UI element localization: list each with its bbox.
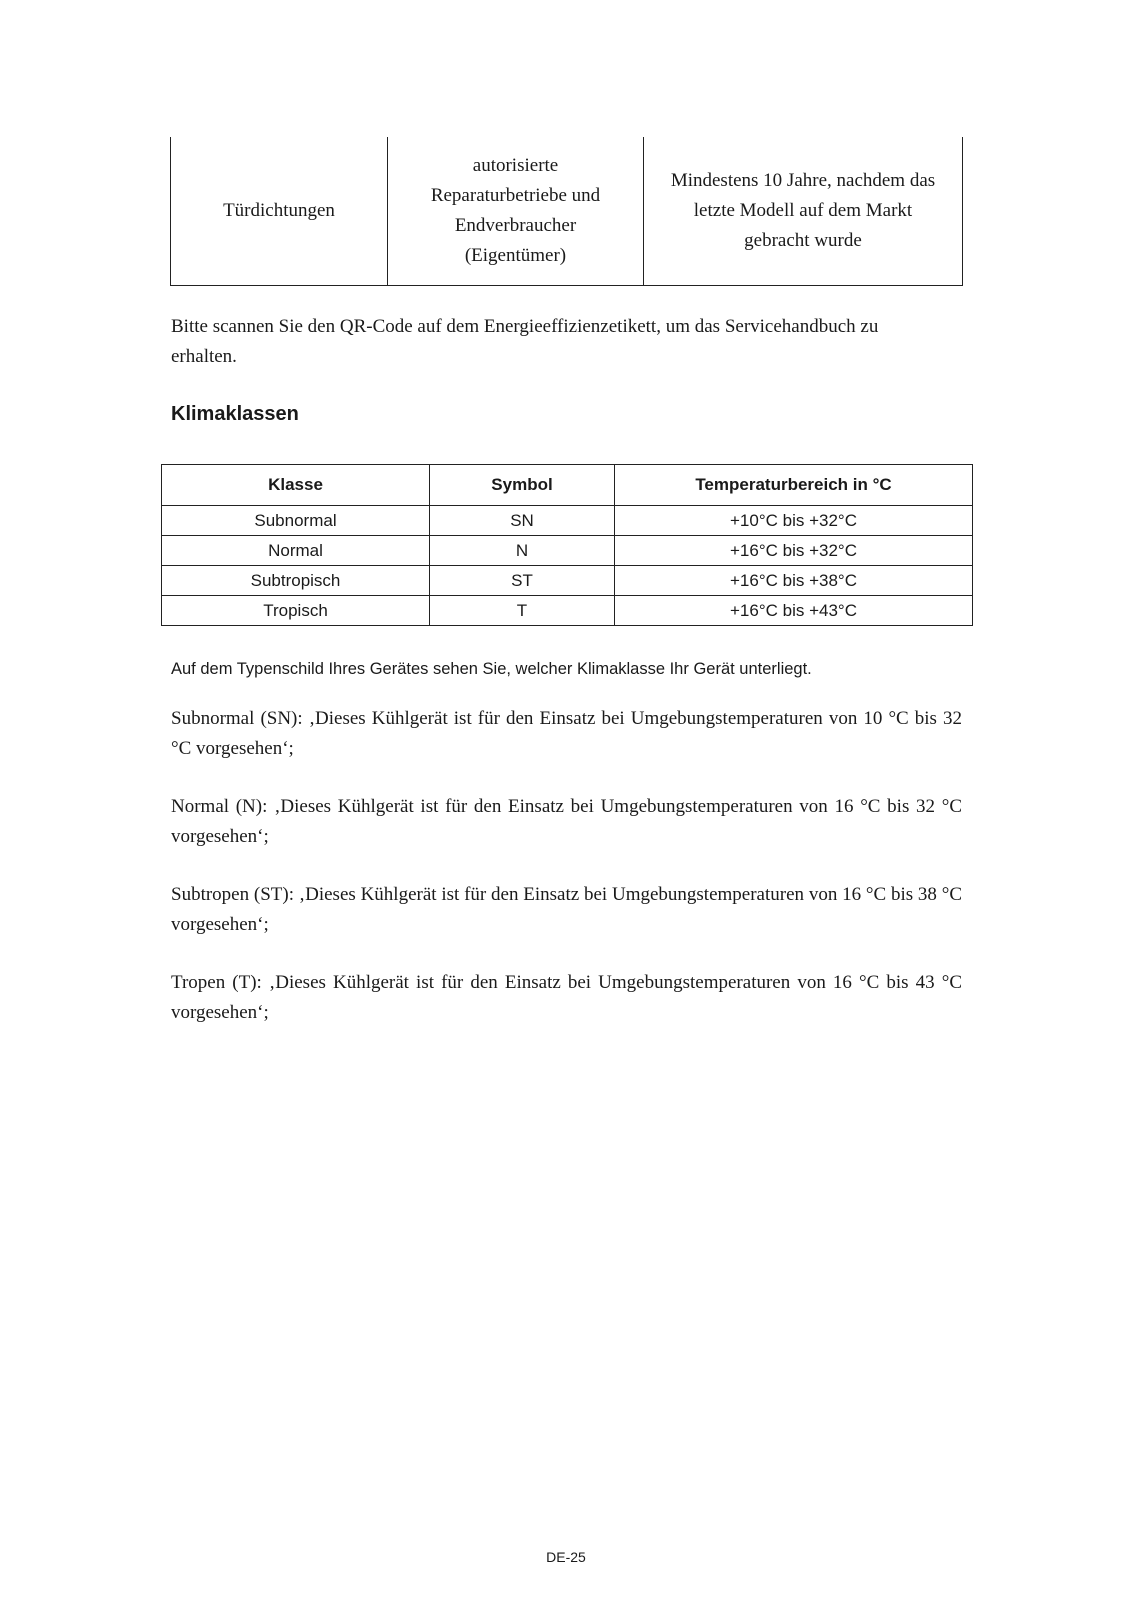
duration-line: letzte Modell auf dem Markt — [693, 200, 913, 221]
section-heading: Klimaklassen — [171, 403, 299, 425]
climate-description-st: Subtropen (ST): ‚Dieses Kühlgerät ist für den Einsatz bei Umgebungstemperaturen von 16 °C bis 38 °C vorgesehen‘; — [171, 884, 962, 935]
temperature-cell: +16°C bis +43°C — [615, 596, 973, 626]
column-header-temperature: Temperaturbereich in °C — [615, 465, 973, 506]
symbol-cell: SN — [430, 506, 615, 536]
symbol-cell: ST — [430, 566, 615, 596]
table-row — [162, 536, 973, 566]
symbol-cell: T — [430, 596, 615, 626]
page-number: DE-25 — [546, 1549, 586, 1565]
availability-line: Endverbraucher — [454, 215, 577, 236]
availability-line: Reparaturbetriebe und — [430, 185, 601, 206]
temperature-cell: +16°C bis +38°C — [615, 566, 973, 596]
part-name-cell — [171, 137, 388, 286]
spare-parts-table — [170, 137, 963, 286]
table-row — [162, 566, 973, 596]
column-header-klasse: Klasse — [162, 465, 430, 506]
climate-class-table — [161, 464, 973, 626]
availability-line: autorisierte — [472, 155, 559, 176]
duration-line: Mindestens 10 Jahre, nachdem das — [670, 170, 936, 191]
class-cell: Subtropisch — [162, 566, 430, 596]
temperature-cell: +10°C bis +32°C — [615, 506, 973, 536]
typenschild-note: Auf dem Typenschild Ihres Gerätes sehen Sie, welcher Klimaklasse Ihr Gerät unterliegt. — [171, 660, 812, 678]
class-cell: Subnormal — [162, 506, 430, 536]
climate-description-n: Normal (N): ‚Dieses Kühlgerät ist für den Einsatz bei Umgebungstemperaturen von 16 °C bis 32 °C vorgesehen‘; — [171, 796, 962, 847]
availability-line: (Eigentümer) — [464, 245, 567, 266]
class-cell: Normal — [162, 536, 430, 566]
climate-description-sn: Subnormal (SN): ‚Dieses Kühlgerät ist für den Einsatz bei Umgebungstemperaturen von 10 °C bis 32 °C vorgesehen‘; — [171, 708, 962, 759]
qr-note-line: erhalten. — [171, 346, 237, 367]
qr-note-line: Bitte scannen Sie den QR-Code auf dem Energieeffizienzetikett, um das Servicehandbuch zu — [171, 316, 879, 337]
part-name: Türdichtungen — [223, 200, 335, 221]
table-row — [171, 137, 963, 286]
table-row — [162, 506, 973, 536]
qr-code-note — [171, 312, 962, 372]
table-header-row — [162, 465, 973, 506]
temperature-cell: +16°C bis +32°C — [615, 536, 973, 566]
duration-cell — [644, 137, 963, 286]
table-row — [162, 596, 973, 626]
symbol-cell: N — [430, 536, 615, 566]
class-cell: Tropisch — [162, 596, 430, 626]
duration-line: gebracht wurde — [744, 230, 862, 251]
availability-cell — [388, 137, 644, 286]
climate-description-t: Tropen (T): ‚Dieses Kühlgerät ist für den Einsatz bei Umgebungstemperaturen von 16 °C bis 43 °C vorgesehen‘; — [171, 972, 962, 1023]
column-header-symbol: Symbol — [430, 465, 615, 506]
